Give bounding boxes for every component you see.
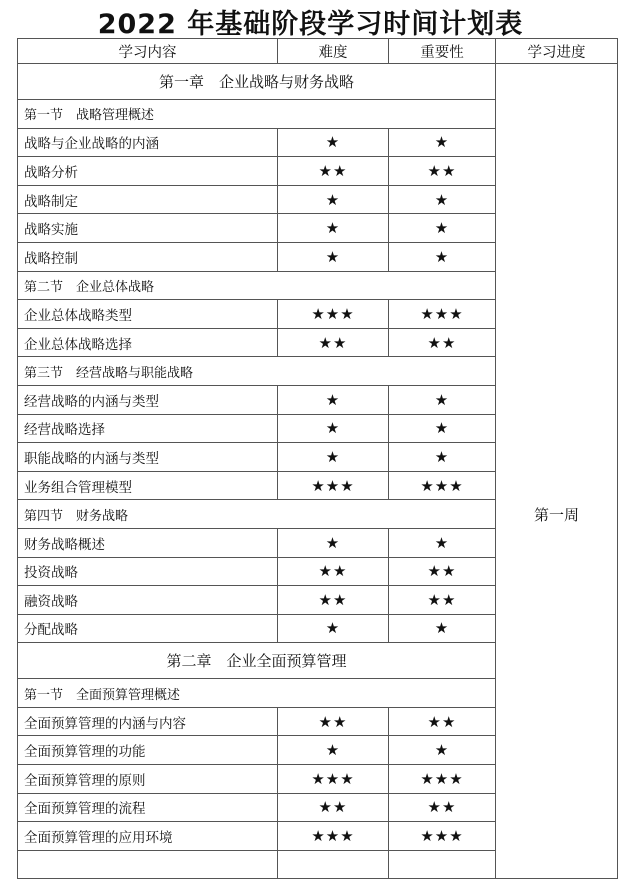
section-title: 第三节 经营战略与职能战略 bbox=[18, 357, 496, 386]
chapter-title: 第二章 企业全面预算管理 bbox=[18, 643, 496, 679]
topic-name: 战略控制 bbox=[18, 242, 278, 271]
importance-stars: ★ bbox=[389, 214, 496, 243]
topic-name: 经营战略的内涵与类型 bbox=[18, 385, 278, 414]
header-content: 学习内容 bbox=[18, 39, 278, 64]
topic-name: 分配战略 bbox=[18, 614, 278, 643]
topic-name: 财务战略概述 bbox=[18, 528, 278, 557]
importance-stars: ★★★ bbox=[389, 300, 496, 329]
progress-cell: 第一周 bbox=[496, 64, 618, 879]
difficulty-stars: ★★★ bbox=[278, 471, 389, 500]
importance-stars: ★ bbox=[389, 614, 496, 643]
topic-name: 战略实施 bbox=[18, 214, 278, 243]
topic-name: 投资战略 bbox=[18, 557, 278, 586]
topic-name: 企业总体战略选择 bbox=[18, 328, 278, 357]
difficulty-stars: ★★★ bbox=[278, 300, 389, 329]
topic-name: 企业总体战略类型 bbox=[18, 300, 278, 329]
topic-name: 业务组合管理模型 bbox=[18, 471, 278, 500]
difficulty-stars: ★★ bbox=[278, 328, 389, 357]
topic-name: 战略分析 bbox=[18, 157, 278, 186]
importance-stars: ★★ bbox=[389, 557, 496, 586]
difficulty-stars: ★★★ bbox=[278, 765, 389, 794]
topic-name: 全面预算管理的原则 bbox=[18, 765, 278, 794]
difficulty-stars: ★★ bbox=[278, 707, 389, 736]
page-title: 2022 年基础阶段学习时间计划表 bbox=[97, 9, 524, 40]
importance-stars: ★★★ bbox=[389, 765, 496, 794]
importance-stars: ★★ bbox=[389, 328, 496, 357]
topic-name bbox=[18, 850, 278, 879]
difficulty-stars: ★ bbox=[278, 736, 389, 765]
header-difficulty: 难度 bbox=[278, 39, 389, 64]
importance-stars: ★ bbox=[389, 443, 496, 472]
difficulty-stars: ★★ bbox=[278, 157, 389, 186]
importance-stars: ★ bbox=[389, 414, 496, 443]
difficulty-stars: ★★★ bbox=[278, 822, 389, 851]
importance-stars: ★ bbox=[389, 736, 496, 765]
importance-stars: ★ bbox=[389, 385, 496, 414]
importance-stars: ★ bbox=[389, 185, 496, 214]
importance-stars: ★★★ bbox=[389, 471, 496, 500]
difficulty-stars: ★★ bbox=[278, 586, 389, 615]
topic-name: 全面预算管理的功能 bbox=[18, 736, 278, 765]
header-row bbox=[18, 39, 618, 64]
importance-stars: ★★ bbox=[389, 586, 496, 615]
topic-name: 职能战略的内涵与类型 bbox=[18, 443, 278, 472]
header-importance: 重要性 bbox=[389, 39, 496, 64]
topic-name: 战略制定 bbox=[18, 185, 278, 214]
importance-stars bbox=[389, 850, 496, 879]
difficulty-stars: ★ bbox=[278, 614, 389, 643]
section-title: 第一节 全面预算管理概述 bbox=[18, 679, 496, 708]
section-title: 第二节 企业总体战略 bbox=[18, 271, 496, 300]
difficulty-stars: ★★ bbox=[278, 793, 389, 822]
chapter-title: 第一章 企业战略与财务战略 bbox=[18, 64, 496, 100]
difficulty-stars: ★ bbox=[278, 443, 389, 472]
difficulty-stars: ★★ bbox=[278, 557, 389, 586]
difficulty-stars: ★ bbox=[278, 528, 389, 557]
importance-stars: ★★ bbox=[389, 707, 496, 736]
topic-name: 全面预算管理的流程 bbox=[18, 793, 278, 822]
difficulty-stars bbox=[278, 850, 389, 879]
difficulty-stars: ★ bbox=[278, 214, 389, 243]
difficulty-stars: ★ bbox=[278, 414, 389, 443]
importance-stars: ★ bbox=[389, 128, 496, 157]
section-title: 第一节 战略管理概述 bbox=[18, 100, 496, 129]
topic-name: 全面预算管理的应用环境 bbox=[18, 822, 278, 851]
topic-name: 融资战略 bbox=[18, 586, 278, 615]
importance-stars: ★ bbox=[389, 242, 496, 271]
difficulty-stars: ★ bbox=[278, 385, 389, 414]
topic-name: 全面预算管理的内涵与内容 bbox=[18, 707, 278, 736]
difficulty-stars: ★ bbox=[278, 185, 389, 214]
importance-stars: ★ bbox=[389, 528, 496, 557]
study-plan-table bbox=[17, 38, 618, 879]
importance-stars: ★★★ bbox=[389, 822, 496, 851]
chapter-row bbox=[18, 64, 618, 100]
difficulty-stars: ★ bbox=[278, 242, 389, 271]
difficulty-stars: ★ bbox=[278, 128, 389, 157]
importance-stars: ★★ bbox=[389, 793, 496, 822]
importance-stars: ★★ bbox=[389, 157, 496, 186]
topic-name: 经营战略选择 bbox=[18, 414, 278, 443]
section-title: 第四节 财务战略 bbox=[18, 500, 496, 529]
topic-name: 战略与企业战略的内涵 bbox=[18, 128, 278, 157]
header-progress: 学习进度 bbox=[496, 39, 618, 64]
